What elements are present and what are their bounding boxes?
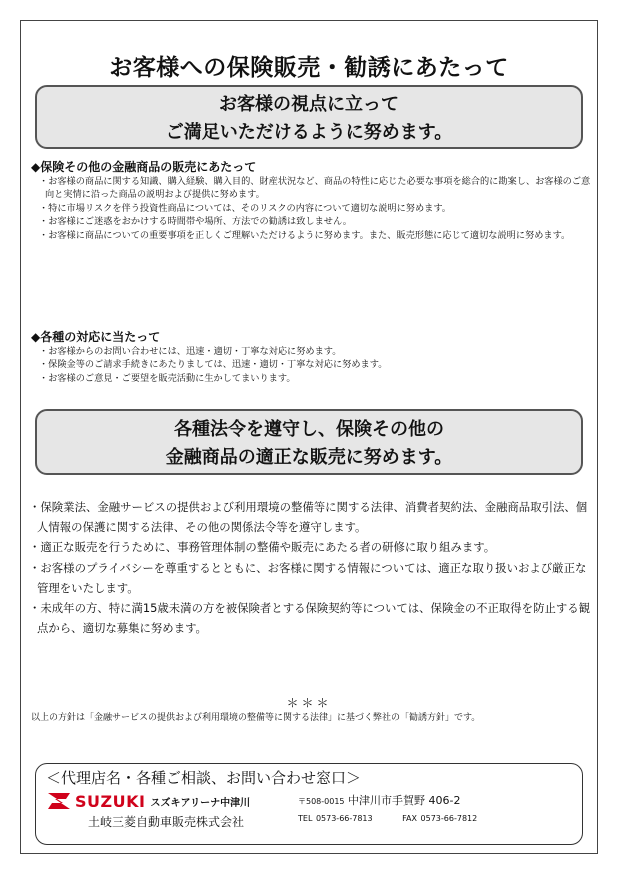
- banner-compliance: [35, 409, 583, 475]
- section-heading: ◆保険その他の金融商品の販売にあたって: [31, 160, 257, 174]
- banner-line: ご満足いただけるように努めます。: [165, 122, 453, 143]
- policy-note: 以上の方針は「金融サービスの提供および利用環境の整備等に関する法律」に基づく弊社の「勧誘方針」です。: [31, 713, 481, 723]
- page-title: お客様への保険販売・勧誘にあたって: [109, 55, 509, 81]
- list-item: ・特に市場リスクを伴う投資性商品については、そのリスクの内容について適切な説明に努めます。: [39, 202, 451, 214]
- list-item: ・未成年の方、特に満15歳未満の方を被保険者とする保険契約等については、保険金の不正取得を防止する観点から、適切な募集に努めます。: [29, 601, 591, 636]
- list-item: ・お客様に商品についての重要事項を正しくご理解いただけるように努めます。また、販売形態に応じて適切な説明に努めます。: [39, 229, 571, 241]
- address: [298, 792, 460, 808]
- item-list: [31, 345, 591, 385]
- postal-code: 〒508-0015: [298, 797, 345, 806]
- fax-number: FAX 0573-66-7812: [402, 814, 478, 823]
- list-item: ・適正な販売を行うために、事務管理体制の整備や販売にあたる者の研修に取り組みます。: [29, 540, 496, 555]
- phone-fax: [298, 814, 477, 823]
- section-sales: [31, 159, 591, 242]
- banner-line: 各種法令を遵守し、保険その他の: [174, 419, 444, 440]
- dealer-name: スズキアリーナ中津川: [150, 797, 251, 809]
- list-item: ・お客様のご意見・ご要望を販売活動に生かしてまいります。: [39, 372, 296, 384]
- section-heading: ◆各種の対応に当たって: [31, 330, 161, 344]
- compliance-list: [29, 497, 591, 638]
- suzuki-logo-icon: [46, 792, 72, 810]
- page: [20, 20, 598, 854]
- list-item: ・お客様からのお問い合わせには、迅速・適切・丁寧な対応に努めます。: [39, 346, 342, 357]
- banner-line: 金融商品の適正な販売に努めます。: [165, 447, 453, 468]
- street-address: 中津川市手賀野 406-2: [348, 794, 461, 807]
- dealer-brand: [46, 791, 250, 811]
- tel-number: TEL 0573-66-7813: [298, 814, 373, 823]
- banner-line: お客様の視点に立って: [219, 94, 399, 115]
- separator-stars: ＊＊＊: [286, 696, 332, 710]
- contact-box: [35, 763, 583, 845]
- banner-customer-viewpoint: [35, 85, 583, 149]
- list-item: ・お客様のプライバシーを尊重するとともに、お客様に関する情報については、適正な取り扱いおよび厳正な管理をいたします。: [29, 560, 587, 595]
- list-item: ・保険業法、金融サービスの提供および利用環境の整備等に関する法律、消費者契約法、金融商品取引法、個人情報の保護に関する法律、その他の関係法令等を遵守します。: [29, 500, 588, 535]
- item-list: [31, 175, 591, 242]
- list-item: ・お客様にご迷惑をおかけする時間帯や場所、方法での勧誘は致しません。: [39, 216, 352, 228]
- list-item: ・保険金等のご請求手続きにあたりましては、迅速・適切・丁寧な対応に努めます。: [39, 359, 388, 371]
- brand-name: SUZUKI: [75, 791, 146, 811]
- company-name: 土岐三菱自動車販売株式会社: [88, 815, 245, 829]
- section-responses: [31, 329, 591, 385]
- contact-title: ＜代理店名・各種ご相談、お問い合わせ窓口＞: [46, 769, 362, 787]
- list-item: ・お客様の商品に関する知識、購入経験、購入目的、財産状況など、商品の特性に応じた必要な事項を総合的に勘案し、お客様のご意向と実情に沿った商品の説明および提供に努めます。: [39, 176, 591, 201]
